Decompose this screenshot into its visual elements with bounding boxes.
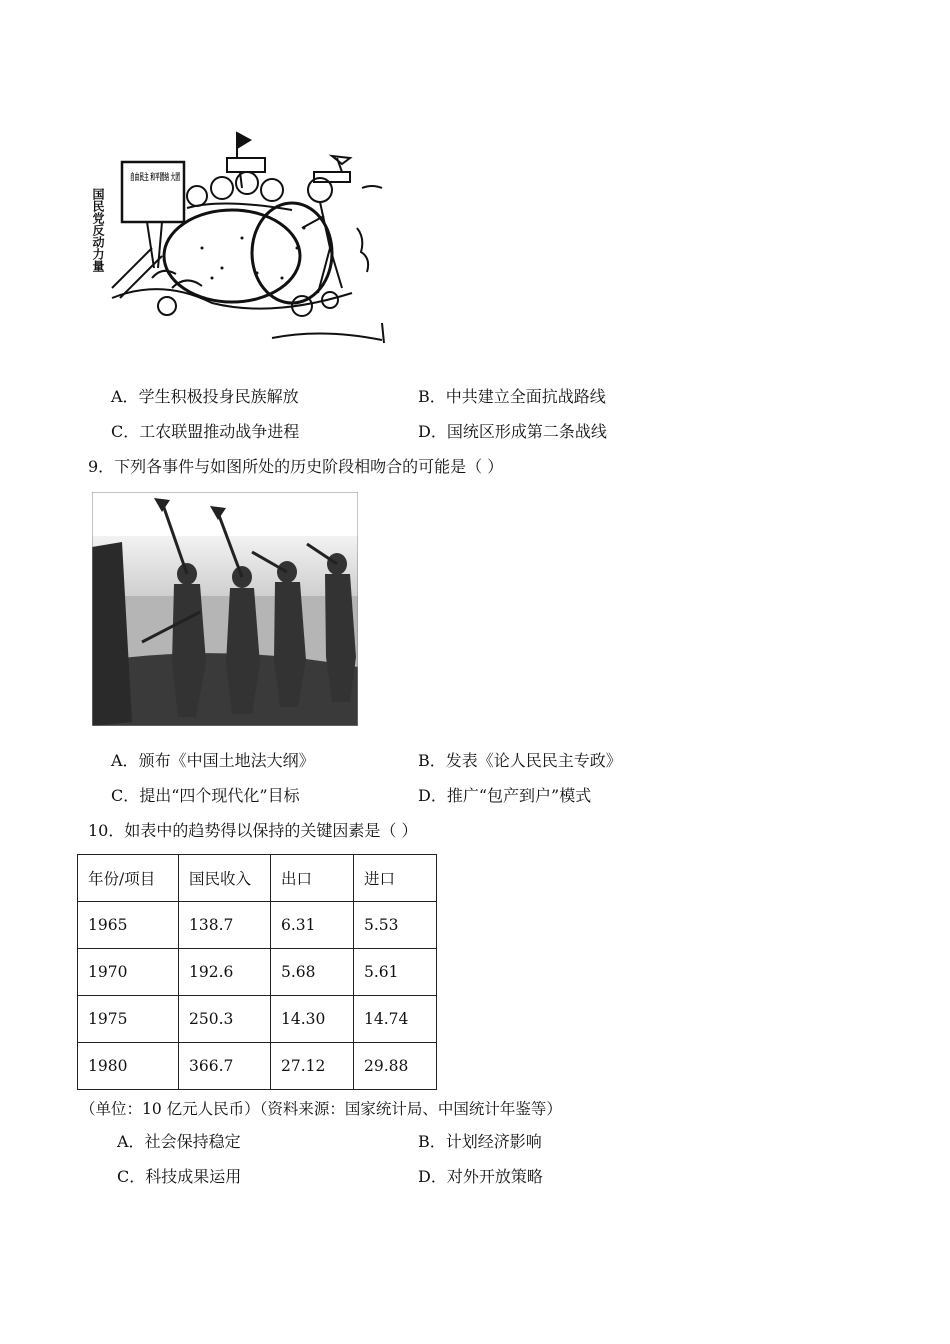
option-text: 科技成果运用 bbox=[145, 1167, 242, 1186]
option-text: 学生积极投身民族解放 bbox=[138, 387, 299, 406]
photo-figure bbox=[92, 492, 358, 726]
q10-option-b[interactable] bbox=[418, 1132, 542, 1152]
table-cell: 27.12 bbox=[271, 1043, 354, 1090]
q9-option-c[interactable] bbox=[111, 786, 300, 806]
cartoon-figure bbox=[92, 128, 397, 350]
table-cell: 1965 bbox=[78, 902, 179, 949]
q8-option-b[interactable] bbox=[418, 387, 606, 407]
table-row bbox=[78, 949, 437, 996]
q9-stem: 9．下列各事件与如图所处的历史阶段相吻合的可能是（ ） bbox=[88, 457, 504, 476]
q9-option-a[interactable] bbox=[111, 751, 315, 771]
q10-option-c[interactable] bbox=[117, 1167, 241, 1187]
table-header-cell: 国民收入 bbox=[179, 855, 271, 902]
table-cell: 14.30 bbox=[271, 996, 354, 1043]
option-text: 中共建立全面抗战路线 bbox=[445, 387, 606, 406]
option-text: 对外开放策略 bbox=[446, 1167, 543, 1186]
option-letter: C． bbox=[117, 1167, 146, 1186]
option-letter: B． bbox=[418, 751, 446, 770]
option-text: 国统区形成第二条战线 bbox=[446, 422, 607, 441]
table-cell: 1970 bbox=[78, 949, 179, 996]
table-cell: 14.74 bbox=[354, 996, 437, 1043]
option-text: 发表《论人民民主专政》 bbox=[445, 751, 622, 770]
q10-option-d[interactable] bbox=[418, 1167, 543, 1187]
table-cell: 5.61 bbox=[354, 949, 437, 996]
table-cell: 6.31 bbox=[271, 902, 354, 949]
table-cell: 250.3 bbox=[179, 996, 271, 1043]
option-text: 推广“包产到户”模式 bbox=[446, 786, 592, 805]
workers-photo bbox=[92, 492, 358, 726]
sign-text: 自由民主 和平团结 大团 bbox=[130, 173, 227, 183]
option-letter: D． bbox=[418, 422, 447, 441]
table-row bbox=[78, 1043, 437, 1090]
q8-option-a[interactable] bbox=[111, 387, 299, 407]
cartoon-drawing bbox=[92, 128, 397, 350]
option-letter: B． bbox=[418, 387, 446, 406]
option-text: 提出“四个现代化”目标 bbox=[139, 786, 300, 805]
option-letter: D． bbox=[418, 1167, 447, 1186]
option-text: 社会保持稳定 bbox=[144, 1132, 241, 1151]
option-letter: D． bbox=[418, 786, 447, 805]
table-cell: 1980 bbox=[78, 1043, 179, 1090]
option-text: 颁布《中国土地法大纲》 bbox=[138, 751, 315, 770]
table-note: （单位：10 亿元人民币）（资料来源：国家统计局、中国统计年鉴等） bbox=[80, 1100, 562, 1118]
q9-option-b[interactable] bbox=[418, 751, 622, 771]
q9-option-d[interactable] bbox=[418, 786, 591, 806]
table-cell: 1975 bbox=[78, 996, 179, 1043]
table-row bbox=[78, 902, 437, 949]
table-header-row bbox=[78, 855, 437, 902]
table-header-cell: 出口 bbox=[271, 855, 354, 902]
option-letter: A． bbox=[111, 751, 139, 770]
table-cell: 29.88 bbox=[354, 1043, 437, 1090]
option-letter: C． bbox=[111, 422, 140, 441]
table-cell: 5.68 bbox=[271, 949, 354, 996]
table-header-cell: 年份/项目 bbox=[78, 855, 179, 902]
data-table bbox=[77, 854, 437, 1090]
table-cell: 366.7 bbox=[179, 1043, 271, 1090]
q10-option-a[interactable] bbox=[117, 1132, 241, 1152]
q8-option-c[interactable] bbox=[111, 422, 299, 442]
option-letter: A． bbox=[117, 1132, 145, 1151]
option-letter: B． bbox=[418, 1132, 446, 1151]
table-cell: 5.53 bbox=[354, 902, 437, 949]
table-header-cell: 进口 bbox=[354, 855, 437, 902]
q8-option-d[interactable] bbox=[418, 422, 607, 442]
option-text: 计划经济影响 bbox=[445, 1132, 542, 1151]
table-row bbox=[78, 996, 437, 1043]
table-cell: 192.6 bbox=[179, 949, 271, 996]
option-letter: A． bbox=[111, 387, 139, 406]
table-cell: 138.7 bbox=[179, 902, 271, 949]
option-text: 工农联盟推动战争进程 bbox=[139, 422, 300, 441]
option-letter: C． bbox=[111, 786, 140, 805]
side-text: 国民党反动力量 bbox=[92, 188, 105, 272]
q10-stem: 10．如表中的趋势得以保持的关键因素是（ ） bbox=[88, 821, 418, 840]
